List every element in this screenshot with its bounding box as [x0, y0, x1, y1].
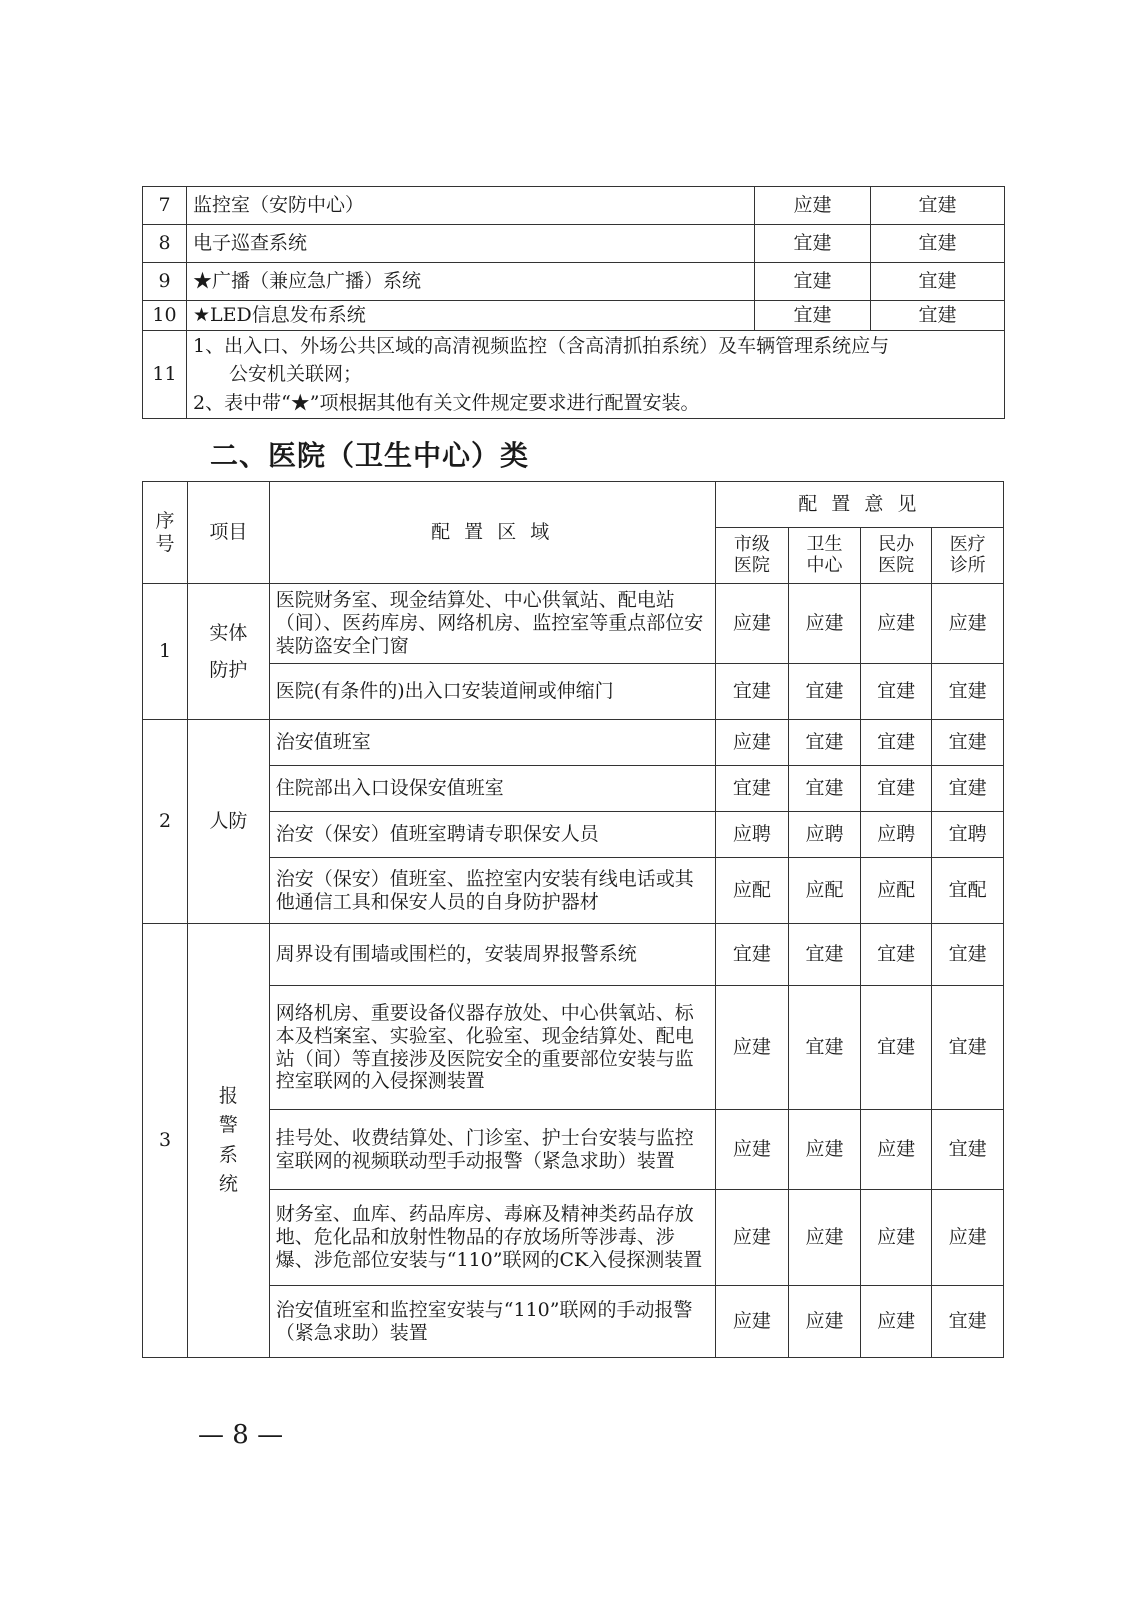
- row-value-b: 宜建: [871, 301, 1005, 331]
- table-row: [143, 924, 1004, 986]
- value-health-center: 宜建: [789, 664, 861, 720]
- config-area: 治安值班室: [269, 720, 715, 766]
- row-item: ★广播（兼应急广播）系统: [187, 263, 755, 301]
- value-health-center: 应建: [789, 584, 861, 664]
- value-clinic: 宜建: [932, 924, 1004, 986]
- config-area: 治安（保安）值班室聘请专职保安人员: [269, 812, 715, 858]
- value-clinic: 宜建: [932, 1286, 1004, 1358]
- table-row: [143, 263, 1005, 301]
- hospital-config-table: [142, 481, 1004, 1358]
- group-number: 2: [143, 720, 188, 924]
- config-area: 网络机房、重要设备仪器存放处、中心供氧站、标本及档案室、实验室、化验室、现金结算处、配电站（间）等直接涉及医院安全的重要部位安装与监控室联网的入侵探测装置: [269, 986, 715, 1110]
- table-row: [143, 766, 1004, 812]
- table-row: [143, 986, 1004, 1110]
- value-private-hospital: 应建: [860, 1286, 932, 1358]
- value-clinic: 宜建: [932, 720, 1004, 766]
- row-value-a: 宜建: [755, 263, 871, 301]
- row-value-b: 宜建: [871, 225, 1005, 263]
- section-heading: 二、医院（卫生中心）类: [210, 439, 530, 472]
- value-private-hospital: 宜建: [860, 986, 932, 1110]
- row-item: ★LED信息发布系统: [187, 301, 755, 331]
- value-private-hospital: 宜建: [860, 720, 932, 766]
- row-number: 9: [143, 263, 187, 301]
- table-row: [143, 301, 1005, 331]
- config-area: 财务室、血库、药品库房、毒麻及精神类药品存放地、危化品和放射性物品的存放场所等涉毒、涉爆、涉危部位安装与“110”联网的CK入侵探测装置: [269, 1190, 715, 1286]
- row-value-b: 宜建: [871, 187, 1005, 225]
- table-row: [143, 1190, 1004, 1286]
- table-row: [143, 1110, 1004, 1190]
- row-number: 8: [143, 225, 187, 263]
- value-clinic: 宜建: [932, 986, 1004, 1110]
- row-value-a: 宜建: [755, 301, 871, 331]
- security-config-table-continued: [142, 186, 1005, 419]
- page-number: — 8 —: [198, 1420, 284, 1450]
- value-city-hospital: 应建: [715, 1190, 789, 1286]
- value-private-hospital: 宜建: [860, 924, 932, 986]
- value-city-hospital: 应建: [715, 1286, 789, 1358]
- row-number: 11: [143, 331, 187, 419]
- value-health-center: 宜建: [789, 720, 861, 766]
- table-row-notes: [143, 331, 1005, 419]
- note-line-3: 2、表中带“★”项根据其他有关文件规定要求进行配置安装。: [193, 391, 700, 414]
- value-private-hospital: 应建: [860, 584, 932, 664]
- value-private-hospital: 应建: [860, 1110, 932, 1190]
- table-row: [143, 812, 1004, 858]
- value-clinic: 宜聘: [932, 812, 1004, 858]
- value-clinic: 宜建: [932, 1110, 1004, 1190]
- value-private-hospital: 宜建: [860, 664, 932, 720]
- value-health-center: 宜建: [789, 766, 861, 812]
- notes-cell: [187, 331, 1005, 419]
- group-number: 1: [143, 584, 188, 720]
- config-area: 周界设有围墙或围栏的，安装周界报警系统: [269, 924, 715, 986]
- value-private-hospital: 应聘: [860, 812, 932, 858]
- row-item: 电子巡查系统: [187, 225, 755, 263]
- value-city-hospital: 宜建: [715, 664, 789, 720]
- header-number: 序 号: [143, 482, 188, 584]
- value-clinic: 宜建: [932, 766, 1004, 812]
- group-item: 报 警 系 统: [187, 924, 269, 1358]
- header-area: 配 置 区 域: [269, 482, 715, 584]
- value-city-hospital: 应建: [715, 720, 789, 766]
- header-health-center: 卫生 中心: [789, 528, 861, 584]
- row-value-a: 应建: [755, 187, 871, 225]
- value-city-hospital: 应建: [715, 986, 789, 1110]
- table-header-row: [143, 482, 1004, 528]
- value-clinic: 应建: [932, 1190, 1004, 1286]
- note-line-2: 公安机关联网；: [229, 363, 363, 386]
- table-row: [143, 187, 1005, 225]
- table-row: [143, 225, 1005, 263]
- value-health-center: 应聘: [789, 812, 861, 858]
- header-private-hospital: 民办 医院: [860, 528, 932, 584]
- value-health-center: 应建: [789, 1190, 861, 1286]
- table-row: [143, 584, 1004, 664]
- header-item: 项目: [187, 482, 269, 584]
- group-item: 实体 防护: [187, 584, 269, 720]
- config-area: 挂号处、收费结算处、门诊室、护士台安装与监控室联网的视频联动型手动报警（紧急求助）装置: [269, 1110, 715, 1190]
- value-city-hospital: 应聘: [715, 812, 789, 858]
- value-city-hospital: 应建: [715, 1110, 789, 1190]
- value-city-hospital: 宜建: [715, 766, 789, 812]
- row-number: 10: [143, 301, 187, 331]
- value-private-hospital: 应配: [860, 858, 932, 924]
- row-item: 监控室（安防中心）: [187, 187, 755, 225]
- value-health-center: 应配: [789, 858, 861, 924]
- value-city-hospital: 应建: [715, 584, 789, 664]
- config-area: 住院部出入口设保安值班室: [269, 766, 715, 812]
- value-clinic: 应建: [932, 584, 1004, 664]
- header-city-hospital: 市级 医院: [715, 528, 789, 584]
- value-health-center: 应建: [789, 1110, 861, 1190]
- header-opinion: 配 置 意 见: [715, 482, 1003, 528]
- value-city-hospital: 应配: [715, 858, 789, 924]
- row-value-b: 宜建: [871, 263, 1005, 301]
- table-row: [143, 1286, 1004, 1358]
- value-private-hospital: 应建: [860, 1190, 932, 1286]
- row-value-a: 宜建: [755, 225, 871, 263]
- value-city-hospital: 宜建: [715, 924, 789, 986]
- table-row: [143, 720, 1004, 766]
- value-health-center: 宜建: [789, 986, 861, 1110]
- config-area: 治安值班室和监控室安装与“110”联网的手动报警（紧急求助）装置: [269, 1286, 715, 1358]
- group-item: 人防: [187, 720, 269, 924]
- config-area: 医院(有条件的)出入口安装道闸或伸缩门: [269, 664, 715, 720]
- value-clinic: 宜建: [932, 664, 1004, 720]
- value-clinic: 宜配: [932, 858, 1004, 924]
- value-health-center: 宜建: [789, 924, 861, 986]
- value-health-center: 应建: [789, 1286, 861, 1358]
- config-area: 医院财务室、现金结算处、中心供氧站、配电站（间）、医药库房、网络机房、监控室等重点部位安装防盗安全门窗: [269, 584, 715, 664]
- header-clinic: 医疗 诊所: [932, 528, 1004, 584]
- value-private-hospital: 宜建: [860, 766, 932, 812]
- table-row: [143, 858, 1004, 924]
- config-area: 治安（保安）值班室、监控室内安装有线电话或其他通信工具和保安人员的自身防护器材: [269, 858, 715, 924]
- note-line-1: 1、出入口、外场公共区域的高清视频监控（含高清抓拍系统）及车辆管理系统应与: [193, 334, 890, 357]
- row-number: 7: [143, 187, 187, 225]
- group-number: 3: [143, 924, 188, 1358]
- table-row: [143, 664, 1004, 720]
